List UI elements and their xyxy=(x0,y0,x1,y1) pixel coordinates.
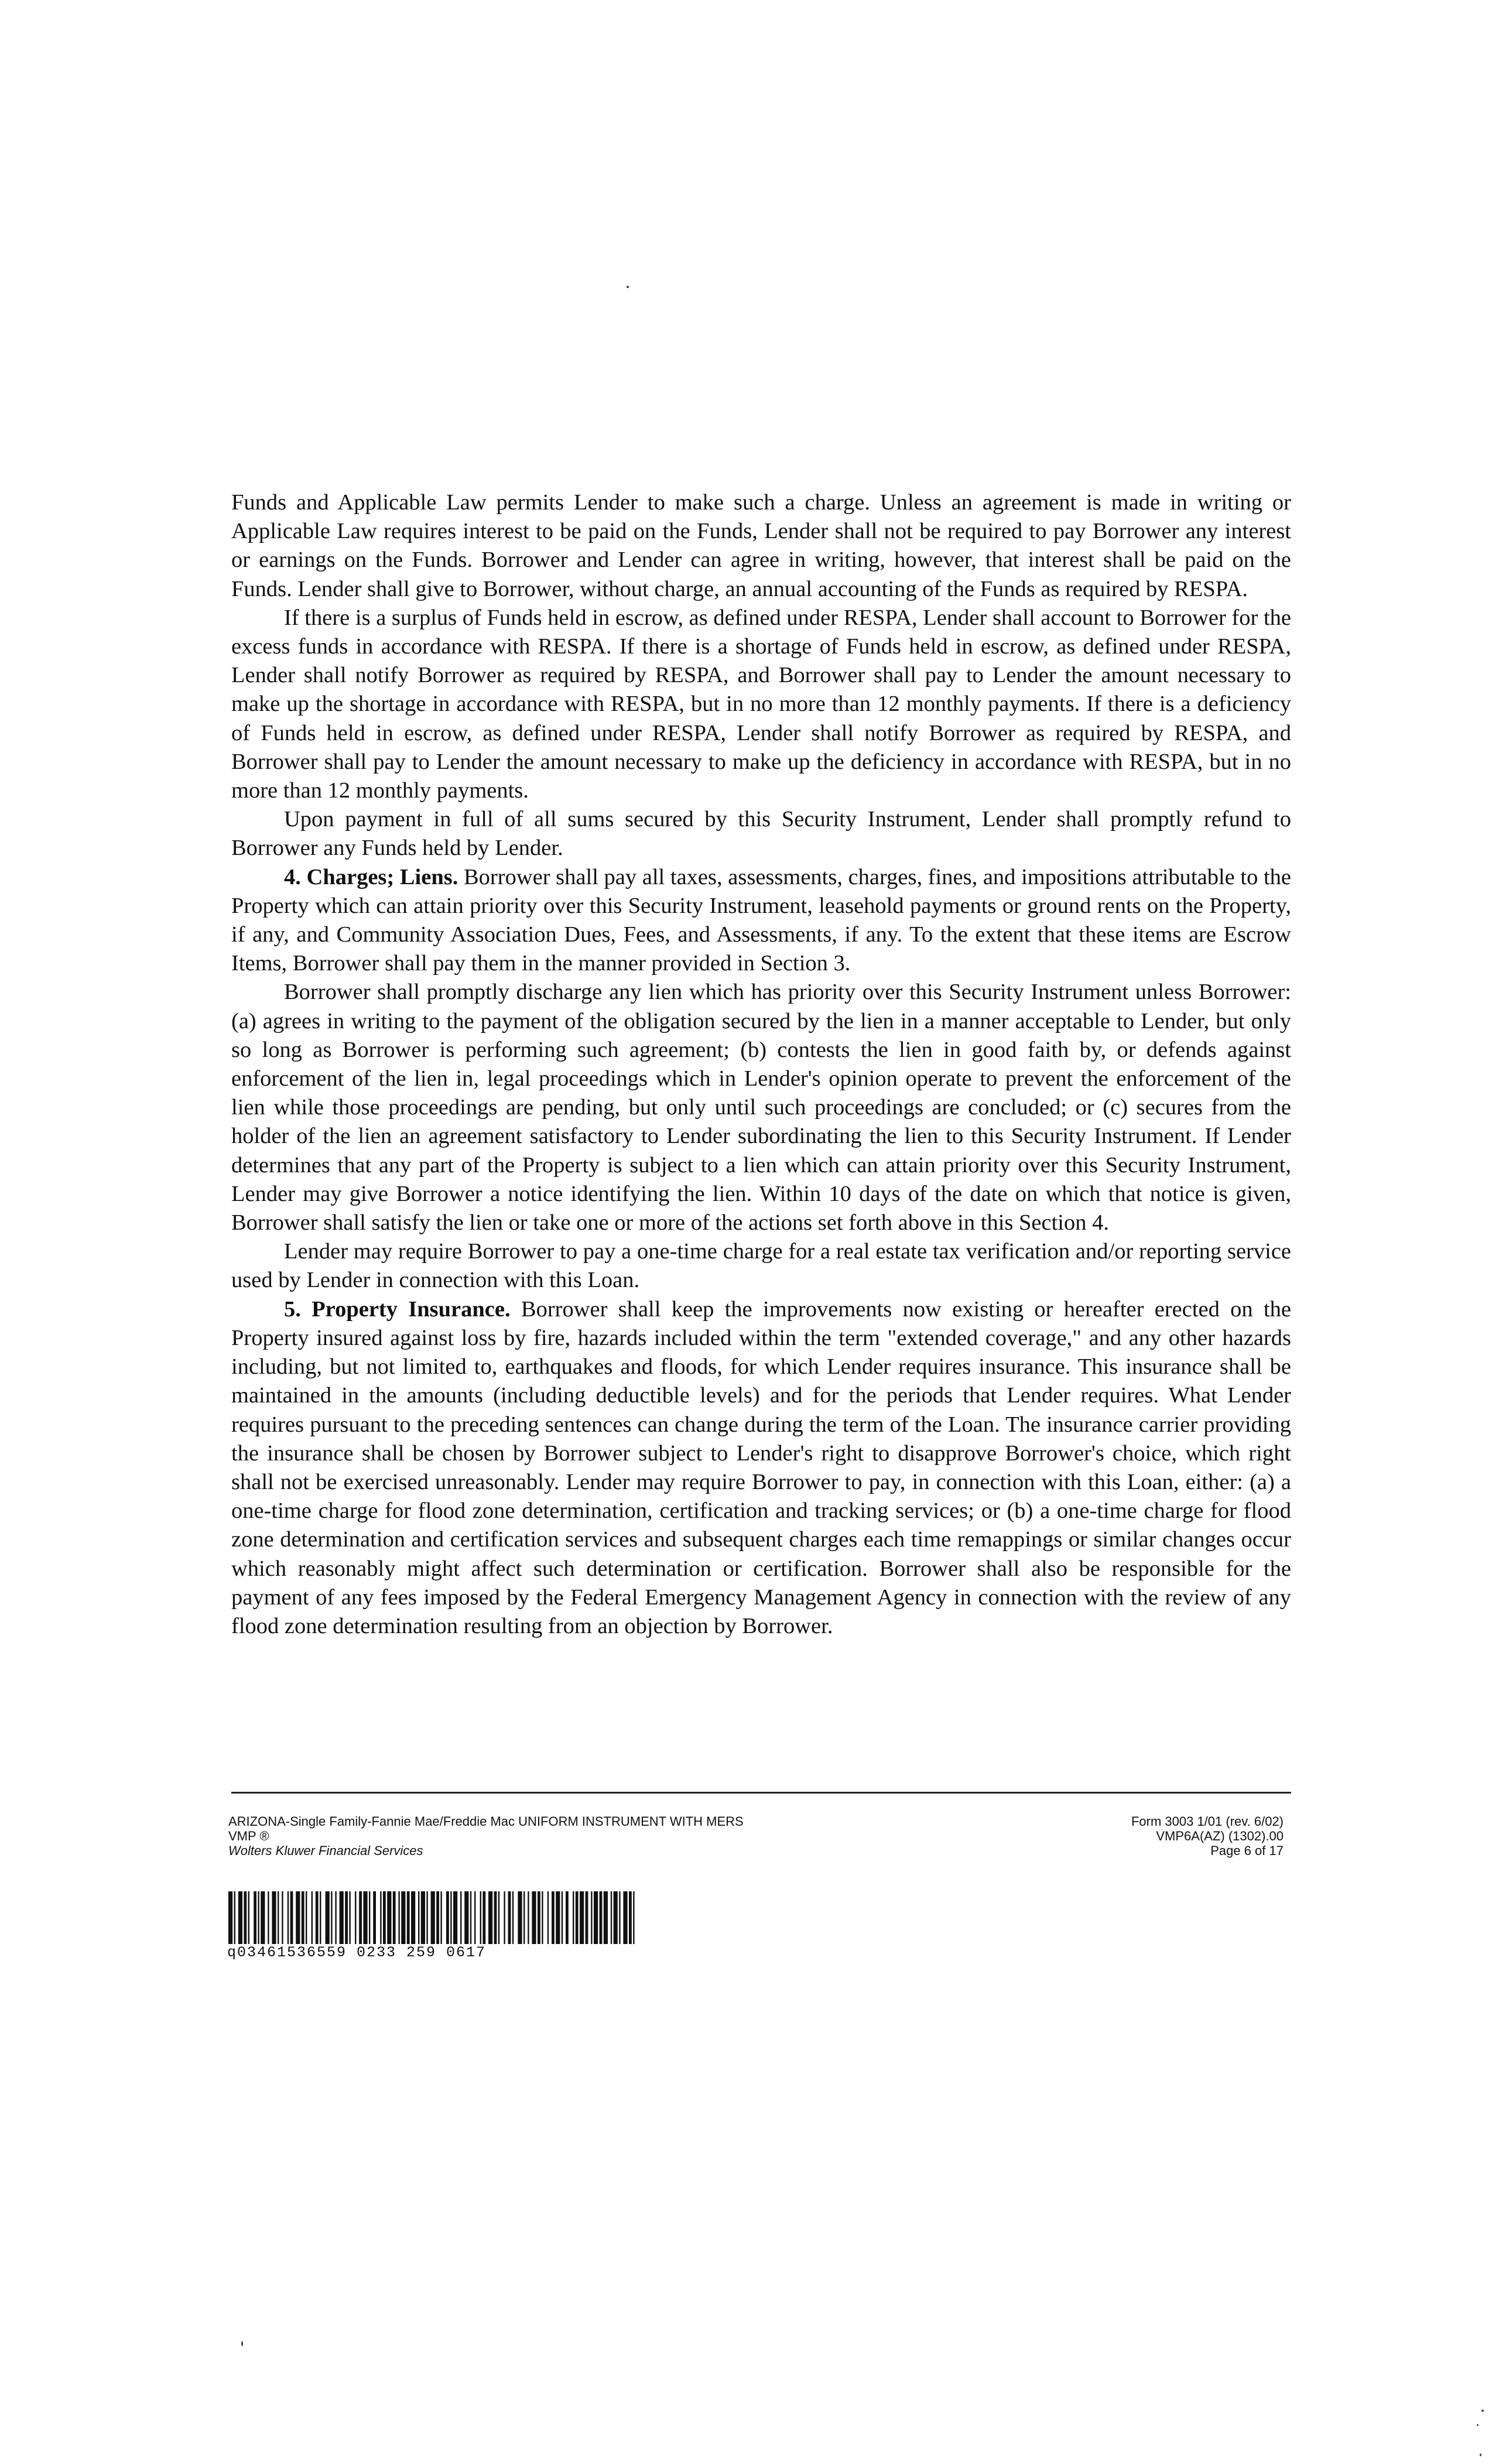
paragraph-5-text: Borrower shall promptly discharge any lien which has priority over this Security Instrument unless Borrower: (a) agrees in writing to the payment of the obligation secured by the lien in a manner acceptable to Lender, but only so long as Borrower is performing such agreement; (b) contests the lien in good faith by, or defends against enforcement of the lien in, legal proceedings which in Lender's opinion operate to prevent the enforcement of the lien while those proceedings are pending, but only until such proceedings are concluded; or (c) secures from the holder of the lien an agreement satisfactory to Lender subordinating the lien to this Security Instrument. If Lender determines that any part of the Property is subject to a lien which can attain priority over this Security Instrument, Lender may give Borrower a notice identifying the lien. Within 10 days of the date on which that notice is given, Borrower shall satisfy the lien or take one or more of the actions set forth above in this Section 4. xyxy=(231,980,1291,1236)
scan-speck xyxy=(1480,2453,1481,2456)
paragraph-4-text: Borrower shall pay all taxes, assessments, charges, fines, and impositions attributable to the Property which can attain priority over this Security Instrument, leasehold payments or ground rents on the Property, if any, and Community Association Dues, Fees, and Assessments, if any. To the extent that these items are Escrow Items, Borrower shall pay them in the manner provided in Section 3. xyxy=(231,864,1292,976)
footer-divider xyxy=(231,1792,1291,1794)
paragraph-6 xyxy=(231,1237,1291,1295)
paragraph-7 xyxy=(231,1295,1291,1641)
form-title: ARIZONA-Single Family-Fannie Mae/Freddie Mac UNIFORM INSTRUMENT WITH MERS xyxy=(228,1814,744,1829)
paragraph-1-text: Funds and Applicable Law permits Lender to make such a charge. Unless an agreement is made in writing or Applicable Law requires interest to be paid on the Funds, Lender shall not be required to pay Borrower any interest or earnings on the Funds. Borrower and Lender can agree in writing, however, that interest shall be paid on the Funds. Lender shall give to Borrower, without charge, an annual accounting of the Funds as required by RESPA. xyxy=(231,490,1291,601)
form-code: VMP6A(AZ) (1302).00 xyxy=(1156,1829,1284,1843)
paragraph-2-text: If there is a surplus of Funds held in escrow, as defined under RESPA, Lender shall account to Borrower for the excess funds in accordance with RESPA. If there is a shortage of Funds held in escrow, as defined under RESPA, Lender shall notify Borrower as required by RESPA, and Borrower shall pay to Lender the amount necessary to make up the shortage in accordance with RESPA, but in no more than 12 monthly payments. If there is a deficiency of Funds held in escrow, as defined under RESPA, Lender shall notify Borrower as required by RESPA, and Borrower shall pay to Lender the amount necessary to make up the deficiency in accordance with RESPA, but in no more than 12 monthly payments. xyxy=(231,605,1291,803)
vmp-mark: VMP ® xyxy=(228,1829,269,1843)
section-5-heading: 5. Property Insurance. xyxy=(284,1296,511,1322)
document-body xyxy=(231,488,1291,1641)
paragraph-4 xyxy=(231,863,1291,978)
scan-speck xyxy=(1481,2410,1484,2412)
paragraph-2 xyxy=(231,604,1291,805)
scan-speck xyxy=(1477,2424,1479,2426)
footer-form-number xyxy=(1131,1814,1284,1858)
paragraph-1 xyxy=(231,488,1291,604)
paragraph-5 xyxy=(231,978,1291,1237)
page-number: Page 6 of 17 xyxy=(1210,1843,1284,1858)
footer-form-info xyxy=(228,1814,744,1858)
barcode xyxy=(228,1891,638,1944)
barcode-number: q03461536559 0233 259 0617 xyxy=(227,1944,487,1961)
section-4-heading: 4. Charges; Liens. xyxy=(284,864,458,889)
paragraph-7-text: Borrower shall keep the improvements now existing or hereafter erected on the Property insured against loss by fire, hazards included within the term "extended coverage," and any other hazards including, but not limited to, earthquakes and floods, for which Lender requires insurance. This insurance shall be maintained in the amounts (including deductible levels) and for the periods that Lender requires. What Lender requires pursuant to the preceding sentences can change during the term of the Loan. The insurance carrier providing the insurance shall be chosen by Borrower subject to Lender's right to disapprove Borrower's choice, which right shall not be exercised unreasonably. Lender may require Borrower to pay, in connection with this Loan, either: (a) a one-time charge for flood zone determination, certification and tracking services; or (b) a one-time charge for flood zone determination and certification services and subsequent charges each time remappings or similar changes occur which reasonably might affect such determination or certification. Borrower shall also be responsible for the payment of any fees imposed by the Federal Emergency Management Agency in connection with the review of any flood zone determination resulting from an objection by Borrower. xyxy=(231,1296,1291,1638)
scan-speck xyxy=(241,2341,243,2346)
paragraph-3 xyxy=(231,805,1291,863)
scan-speck xyxy=(627,286,629,288)
paragraph-6-text: Lender may require Borrower to pay a one-time charge for a real estate tax verification and/or reporting service used by Lender in connection with this Loan. xyxy=(231,1239,1291,1293)
paragraph-3-text: Upon payment in full of all sums secured by this Security Instrument, Lender shall promptly refund to Borrower any Funds held by Lender. xyxy=(231,807,1291,861)
form-number: Form 3003 1/01 (rev. 6/02) xyxy=(1131,1814,1284,1829)
publisher-name: Wolters Kluwer Financial Services xyxy=(228,1843,423,1858)
